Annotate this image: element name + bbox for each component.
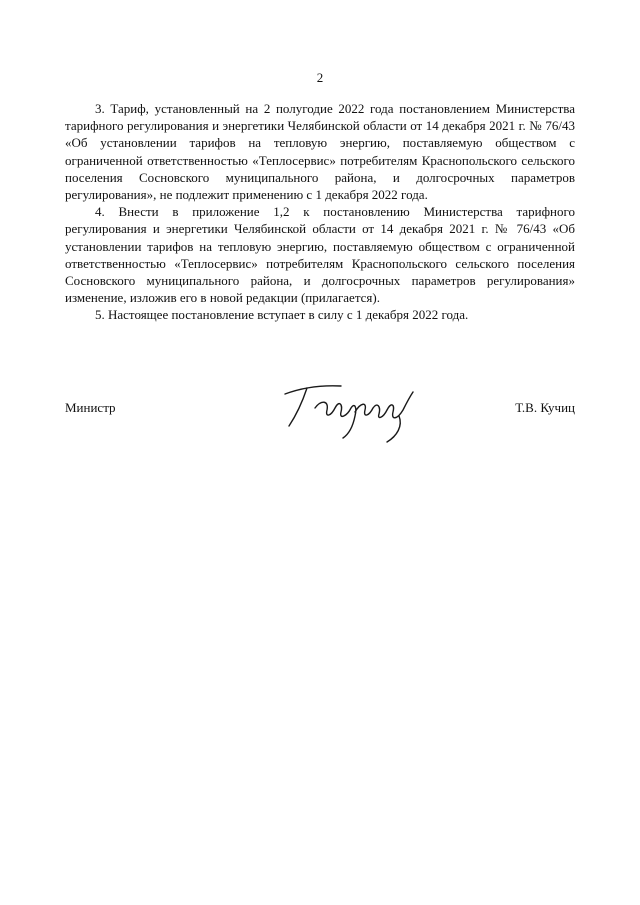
paragraph-item-4: 4. Внести в приложение 1,2 к постановлению Министерства тарифного регулирования и энергетики Челябинской области от 14 декабря 2021 г. № 76/43 «Об установлении тарифов на тепловую энергию, поставляемую обществом с ограниченной ответственностью «Теплосервис» потребителям Краснопольского сельского поселения Сосновского муниципального района, и долгосрочных параметров регулирования» изменение, изложив его в новой редакции (прилагается).: [65, 204, 575, 306]
signatory-name: Т.В. Кучиц: [515, 400, 575, 415]
signatory-position: Министр: [65, 400, 116, 415]
page-number: 2: [316, 70, 324, 85]
paragraph-item-3: 3. Тариф, установленный на 2 полугодие 2022 года постановлением Министерства тарифного регулирования и энергетики Челябинской области от 14 декабря 2021 г. № 76/43 «Об установлении тарифов на тепловую энергию, поставляемую обществом с ограниченной ответственностью «Теплосервис» потребителям Краснопольского сельского поселения Сосновского муниципального района, и долгосрочных параметров регулирования», не подлежит применению с 1 декабря 2022 года.: [65, 101, 575, 203]
document-body: [65, 100, 575, 324]
signature-block: [65, 380, 575, 450]
handwritten-signature-icon: [271, 376, 441, 444]
paragraph-item-5: 5. Настоящее постановление вступает в силу с 1 декабря 2022 года.: [95, 307, 469, 323]
